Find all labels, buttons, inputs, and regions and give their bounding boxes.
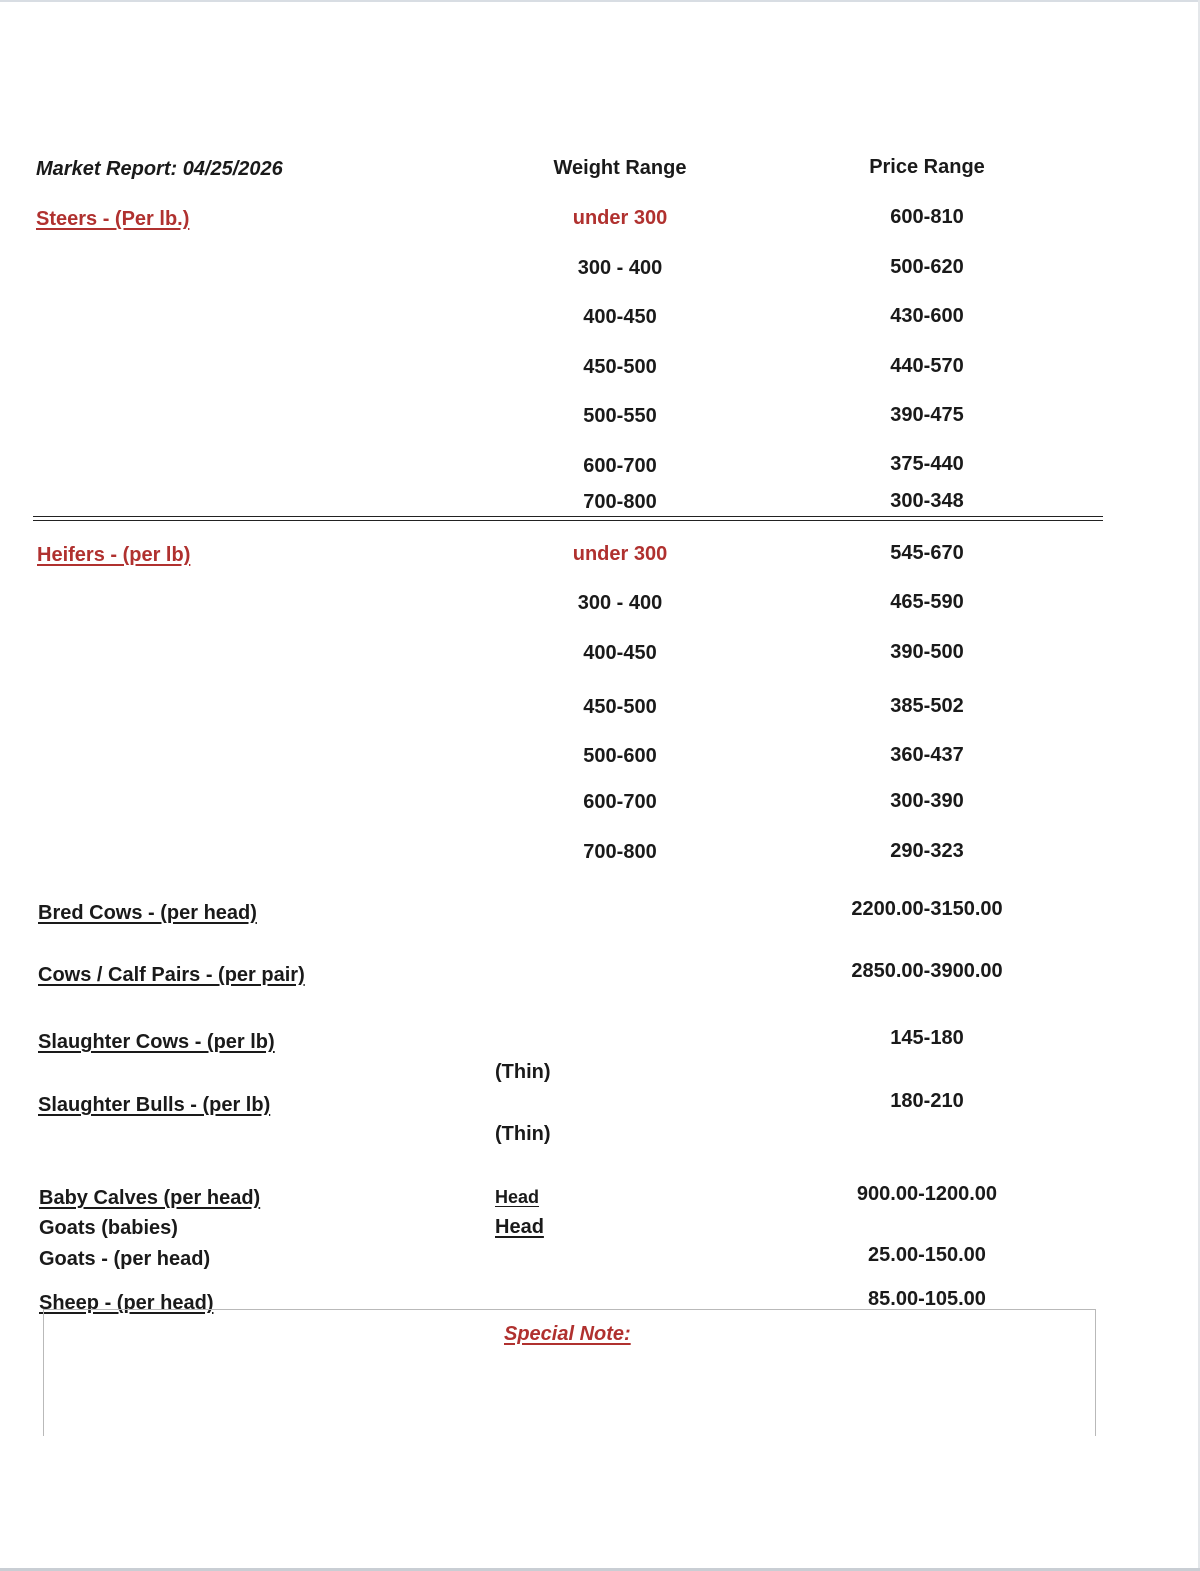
special-note-label: Special Note: (504, 1323, 631, 1345)
price-range-header: Price Range (869, 156, 985, 178)
baby-calves-unit: Head (495, 1187, 540, 1207)
heifers-price-5: 300-390 (890, 790, 964, 812)
heifers-weight-0: under 300 (572, 543, 668, 565)
steers-weight-4: 500-550 (583, 405, 657, 427)
slaughter-cows-label: Slaughter Cows - (per lb) (38, 1031, 275, 1053)
heifers-price-3: 385-502 (890, 695, 964, 717)
steers-weight-3: 450-500 (583, 356, 657, 378)
heifers-weight-1: 300 - 400 (577, 592, 663, 614)
heifers-price-2: 390-500 (890, 641, 964, 663)
steers-weight-5: 600-700 (583, 455, 657, 477)
sheep-label: Sheep - (per head) (39, 1292, 214, 1314)
heifers-weight-6: 700-800 (583, 841, 657, 863)
steers-price-6: 300-348 (890, 490, 964, 512)
steers-weight-0: under 300 (572, 207, 668, 229)
sheep-price: 85.00-105.00 (868, 1288, 986, 1310)
baby-calves-label: Baby Calves (per head) (39, 1187, 261, 1209)
bred-cows-price: 2200.00-3150.00 (851, 898, 1003, 920)
scan-top-edge (0, 0, 1200, 2)
slaughter-bulls-note: (Thin) (495, 1123, 551, 1145)
steers-label: Steers - (Per lb.) (36, 208, 190, 230)
steers-price-1: 500-620 (890, 256, 964, 278)
bred-cows-label: Bred Cows - (per head) (38, 902, 257, 924)
weight-range-header: Weight Range (553, 157, 687, 179)
goats-label: Goats - (per head) (39, 1248, 211, 1270)
steers-price-5: 375-440 (890, 453, 964, 475)
heifers-weight-5: 600-700 (583, 791, 657, 813)
heifers-price-6: 290-323 (890, 840, 964, 862)
goats-babies-unit: Head (495, 1216, 544, 1238)
goats-price: 25.00-150.00 (868, 1244, 986, 1266)
steers-weight-2: 400-450 (583, 306, 657, 328)
section-divider-top (33, 516, 1103, 517)
special-note-box (43, 1309, 1096, 1436)
heifers-label: Heifers - (per lb) (37, 544, 191, 566)
heifers-weight-3: 450-500 (583, 696, 657, 718)
cow-calf-pairs-price: 2850.00-3900.00 (851, 960, 1003, 982)
heifers-weight-4: 500-600 (583, 745, 657, 767)
steers-weight-6: 700-800 (583, 491, 657, 513)
section-divider-bottom (33, 520, 1103, 521)
slaughter-bulls-price: 180-210 (890, 1090, 964, 1112)
slaughter-cows-note: (Thin) (495, 1061, 551, 1083)
slaughter-bulls-label: Slaughter Bulls - (per lb) (38, 1094, 271, 1116)
slaughter-cows-price: 145-180 (890, 1027, 964, 1049)
steers-weight-1: 300 - 400 (577, 257, 663, 279)
report-title: Market Report: 04/25/2026 (36, 158, 283, 180)
steers-price-0: 600-810 (890, 206, 964, 228)
heifers-price-0: 545-670 (890, 542, 964, 564)
heifers-price-4: 360-437 (890, 744, 964, 766)
steers-price-4: 390-475 (890, 404, 964, 426)
baby-calves-price: 900.00-1200.00 (856, 1183, 998, 1205)
steers-price-3: 440-570 (890, 355, 964, 377)
heifers-weight-2: 400-450 (583, 642, 657, 664)
cow-calf-pairs-label: Cows / Calf Pairs - (per pair) (38, 964, 305, 986)
heifers-price-1: 465-590 (890, 591, 964, 613)
steers-price-2: 430-600 (890, 305, 964, 327)
goats-babies-label: Goats (babies) (39, 1217, 178, 1239)
